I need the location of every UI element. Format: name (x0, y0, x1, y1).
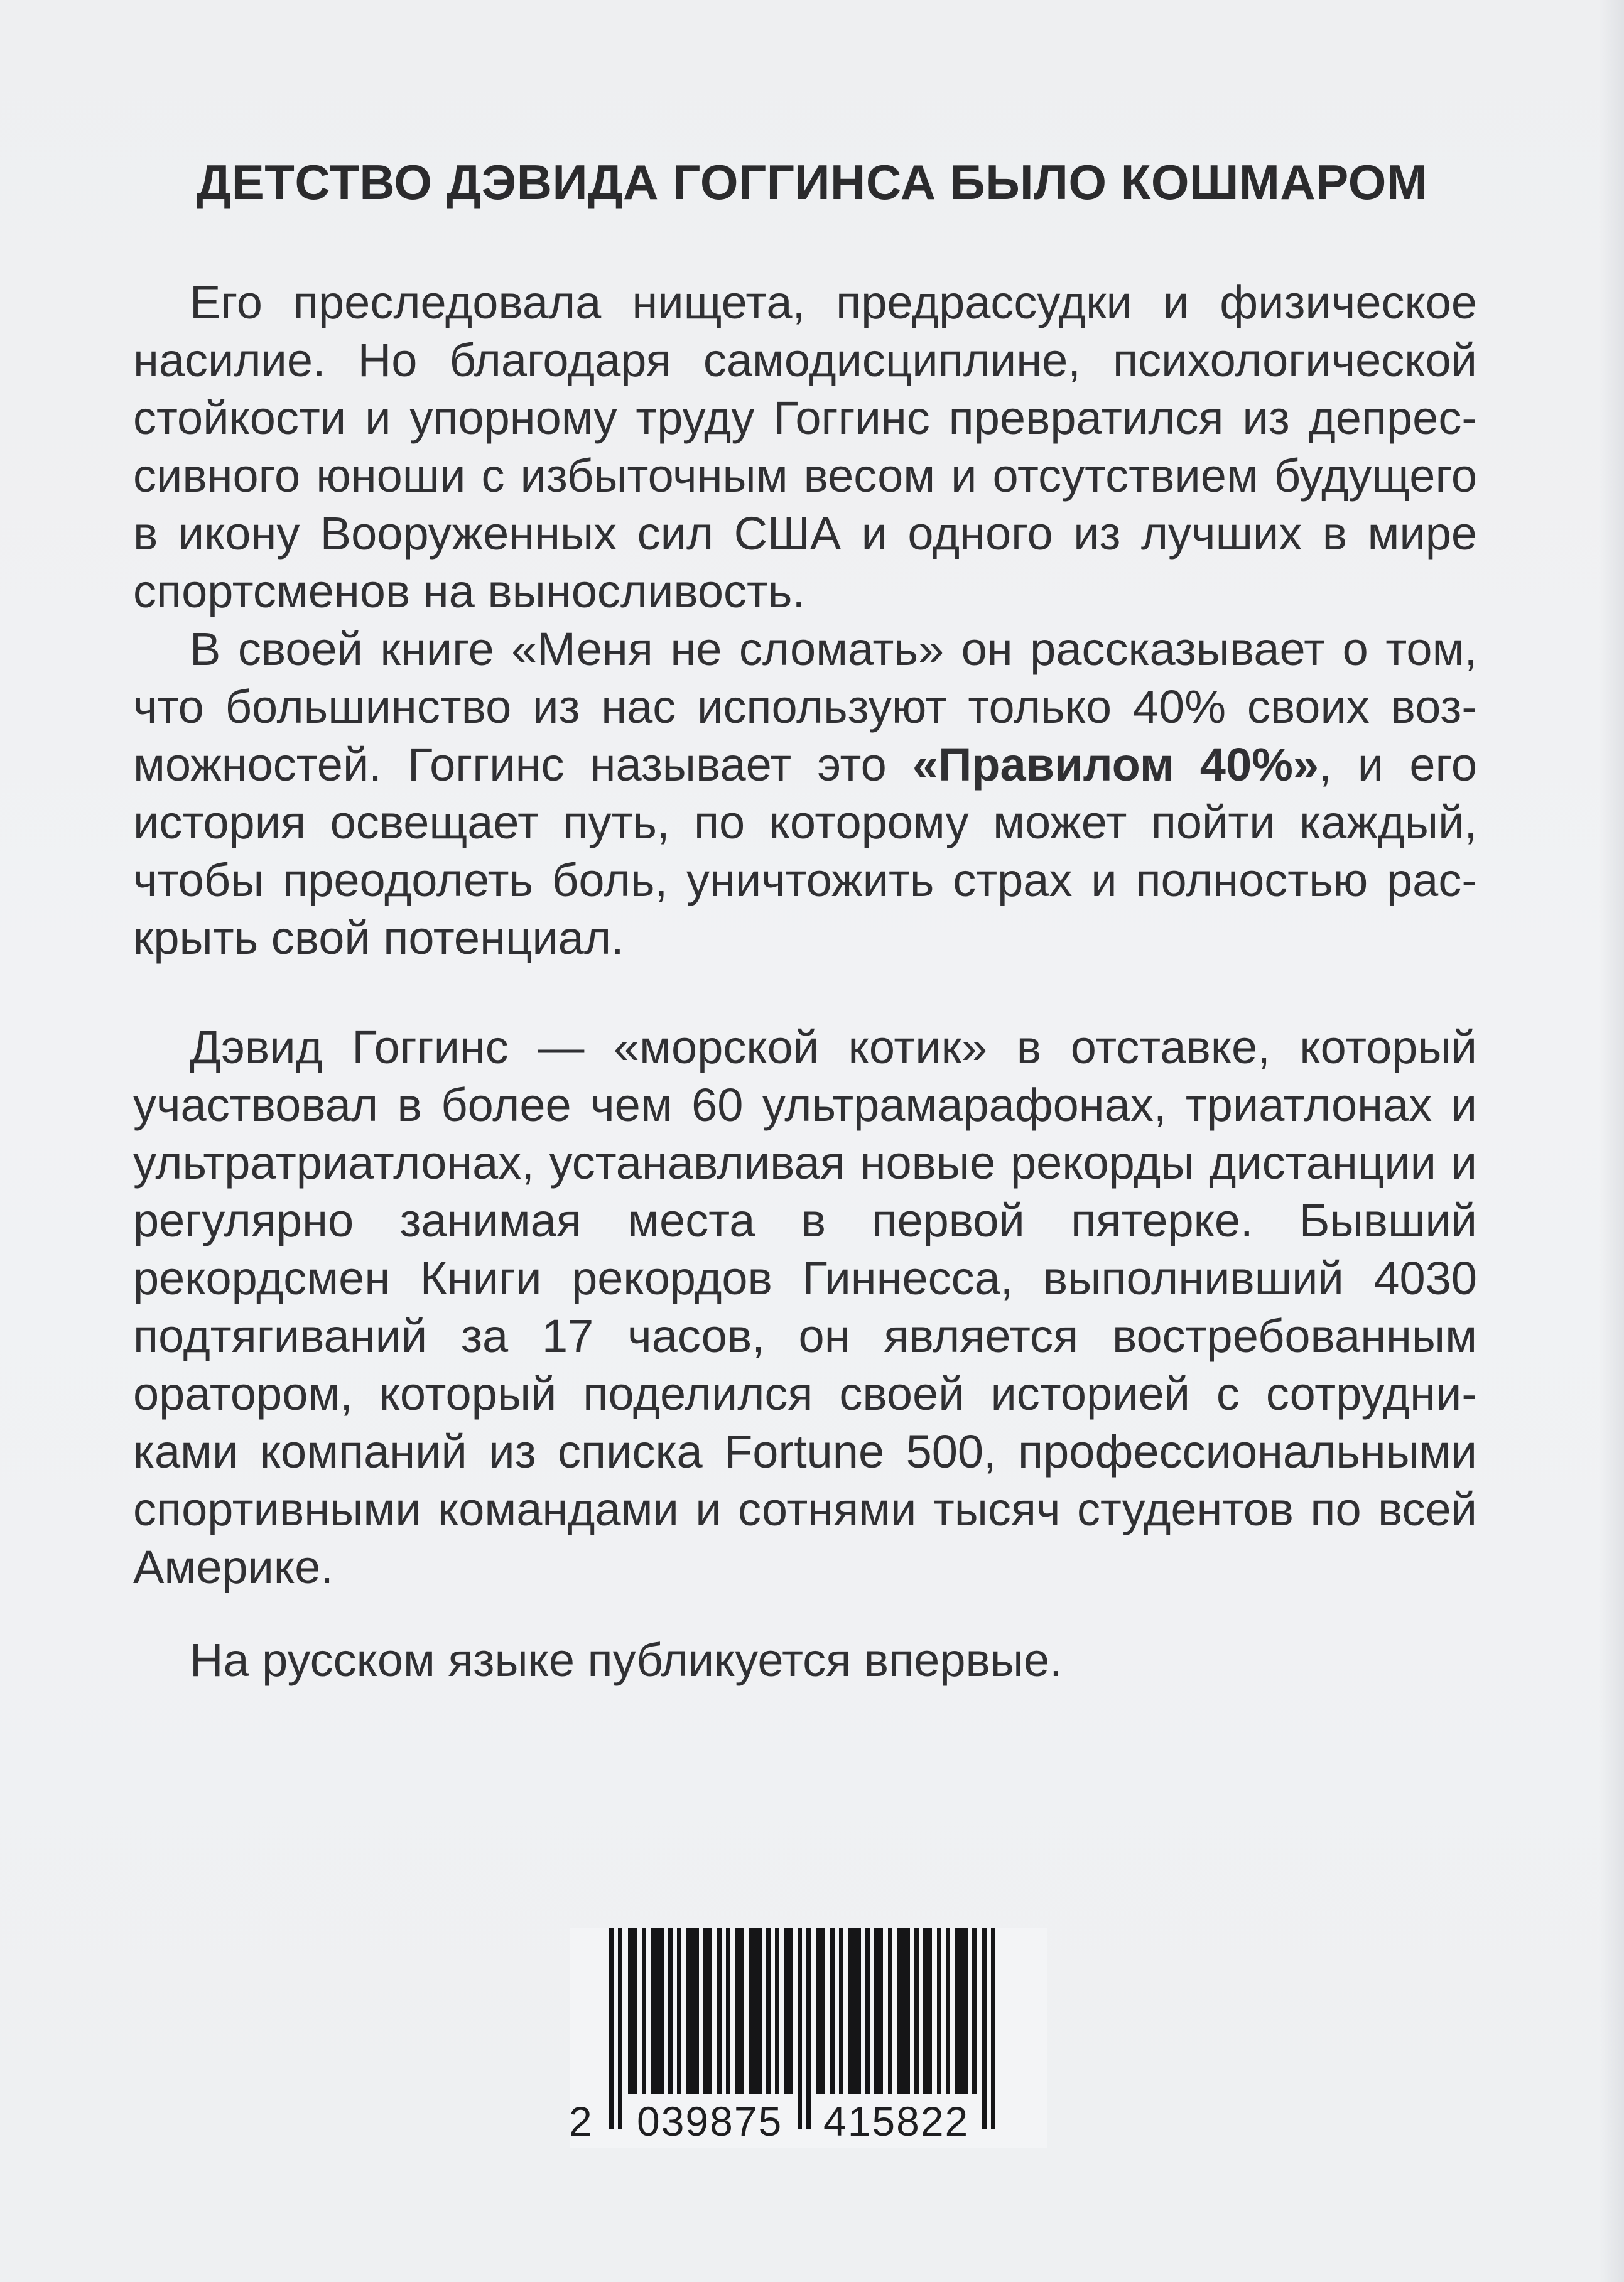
description-paragraph-1: Его преследовала нищета, предрассудки и физическое насилие. Но благодаря самодисциплине, психологической стойкости и упорному труду Гоггинс превратился из депрессивного юноши с избыточным весом и отсутствием будущего в икону Вооруженных сил США и одного из лучших в мире спортсменов на выносливость. (133, 276, 1477, 617)
paragraph-2-text-start: В своей книге «Меня не сломать» он рассказывает о том, что большинство из нас используют только 40% своих возможностей. Гоггинс называет это (133, 623, 1477, 791)
author-bio-paragraph: Дэвид Гоггинс — «морской котик» в отставке, который участвовал в более чем 60 ультрамарафонах, триатлонах и ультратриатлонах, устанавливая новые рекорды дистанции и регулярно занимая места в первой пятерке. Бывший рекордсмен Книги рекордов Гиннесса, выполнивший 4030 подтягиваний за 17 часов, он является востребованным оратором, который поделился своей историей с сотрудниками компаний из списка Fortune 500, профессиональными спортивными командами и сотнями тысяч студентов по всей Америке. (133, 1021, 1477, 1593)
publication-note: На русском языке публикуется впервые. (190, 1634, 1063, 1686)
paragraph-2-text-end: , и его история освещает путь, по которому может пойти каждый, чтобы преодолеть боль, уничтожить страх и полностью раскрыть свой потенциал. (133, 738, 1477, 964)
description-paragraph-2 (133, 620, 1477, 967)
barcode-digit-first: 2 (569, 2098, 593, 2144)
cover-headline: ДЕТСТВО ДЭВИДА ГОГГИНСА БЫЛО КОШМАРОМ (196, 154, 1428, 210)
barcode-digits-right: 415822 (823, 2098, 970, 2144)
publication-note-block (133, 1631, 1477, 1689)
description-block (133, 274, 1477, 967)
author-bio-block (133, 1019, 1477, 1596)
barcode-digits-left: 039875 (637, 2098, 783, 2144)
rule-40-emphasis: «Правилом 40%» (912, 738, 1319, 791)
